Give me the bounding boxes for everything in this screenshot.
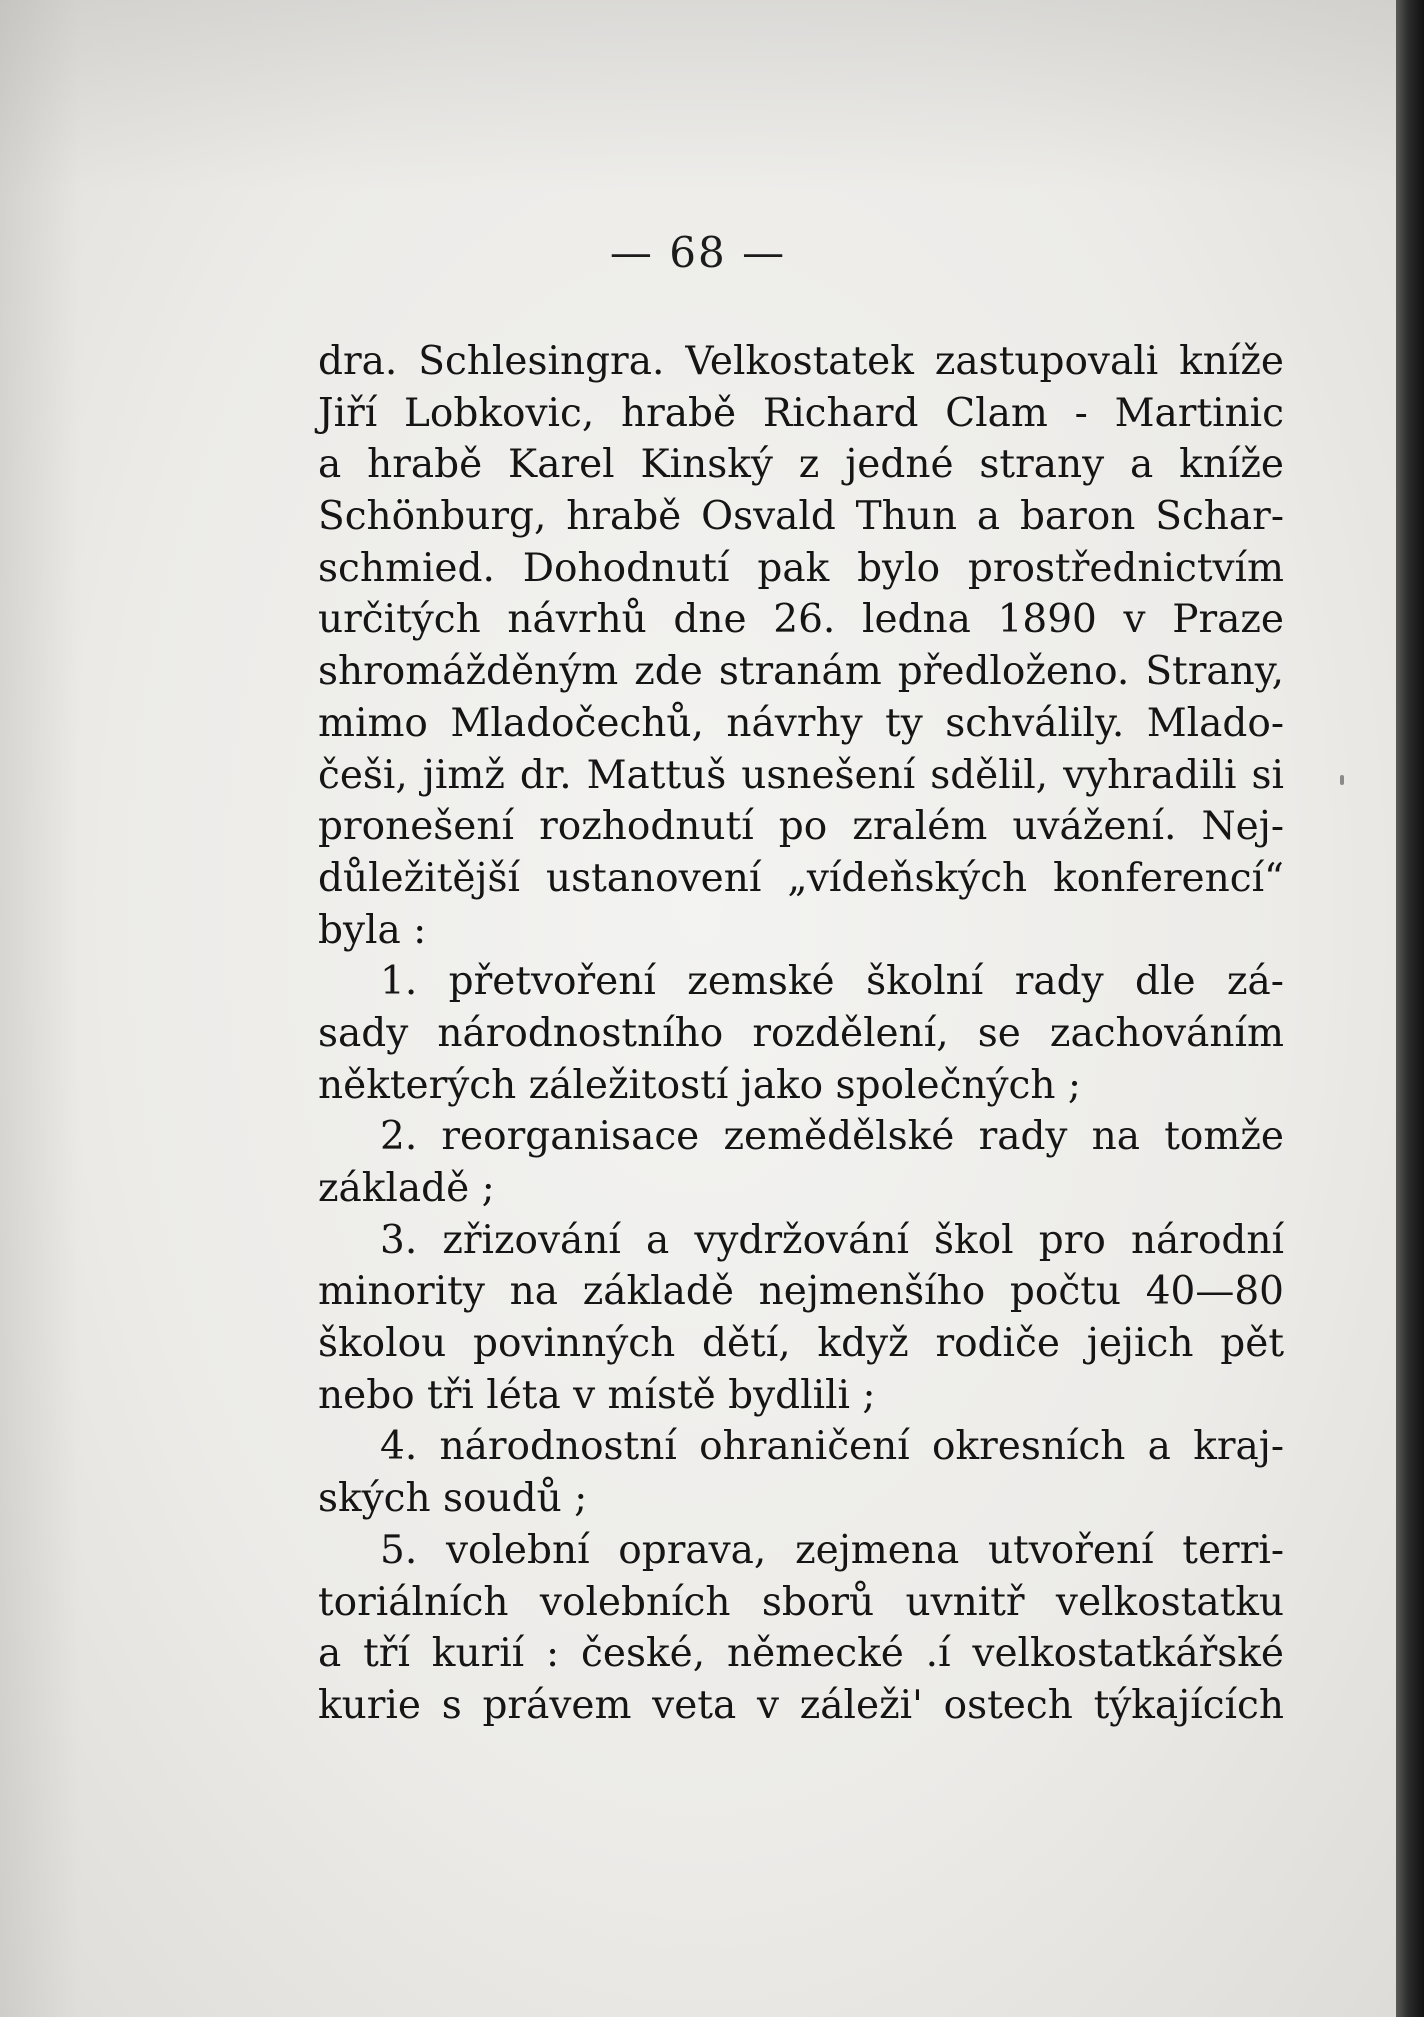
body-text: [318, 336, 1284, 1732]
text-line: důležitější ustanovení „vídeňských konferencí“: [318, 855, 1284, 901]
text-line: češi, jimž dr. Mattuš usnešení sdělil, vyhradili si: [318, 752, 1284, 798]
text-line: toriálních volebních sborů uvnitř velkostatku: [318, 1579, 1284, 1625]
text-line: 3. zřizování a vydržování škol pro národní: [380, 1217, 1284, 1263]
text-line: 5. volební oprava, zejmena utvoření terri-: [380, 1527, 1284, 1573]
text-line: pronešení rozhodnutí po zralém uvážení. Nej-: [318, 804, 1284, 850]
page-number: — 68 —: [609, 228, 787, 277]
text-line: dra. Schlesingra. Velkostatek zastupovali kníže: [318, 339, 1284, 384]
text-line: 4. národnostní ohraničení okresních a kraj-: [380, 1424, 1284, 1470]
text-line: nebo tři léta v místě bydlili ;: [318, 1372, 876, 1418]
text-line: Schönburg, hrabě Osvald Thun a baron Schar-: [318, 494, 1284, 540]
text-line: základě ;: [318, 1166, 495, 1211]
text-line: některých záležitostí jako společných ;: [318, 1062, 1082, 1108]
text-line: Jiří Lobkovic, hrabě Richard Clam - Martinic: [318, 390, 1284, 436]
text-line: 1. přetvoření zemské školní rady dle zá-: [380, 959, 1284, 1005]
scan-speck: [1340, 775, 1344, 785]
page-edge-shadow: [1396, 0, 1424, 2017]
text-line: shromážděným zde stranám předloženo. Strany,: [318, 649, 1284, 695]
text-line: ských soudů ;: [318, 1476, 588, 1522]
text-line: byla :: [318, 907, 427, 953]
text-line: sady národnostního rozdělení, se zachováním: [318, 1010, 1284, 1056]
text-line: minority na základě nejmenšího počtu 40—80: [318, 1269, 1284, 1315]
text-line: mimo Mladočechů, návrhy ty schválily. Mlado-: [318, 700, 1284, 746]
text-line: 2. reorganisace zemědělské rady na tomže: [380, 1114, 1284, 1160]
text-line: určitých návrhů dne 26. ledna 1890 v Praze: [318, 597, 1284, 643]
text-line: kurie s právem veta v záleži' ostech týkajících: [318, 1682, 1284, 1728]
scan-shadow-left: [0, 0, 80, 2017]
text-line: školou povinných dětí, když rodiče jejich pět: [318, 1321, 1284, 1367]
text-line: a tří kurií : české, německé .í velkostatkářské: [318, 1631, 1284, 1677]
text-line: schmied. Dohodnutí pak bylo prostřednictvím: [318, 545, 1284, 591]
text-line: a hrabě Karel Kinský z jedné strany a kníže: [318, 442, 1284, 488]
scan-shadow-top: [0, 0, 1396, 190]
